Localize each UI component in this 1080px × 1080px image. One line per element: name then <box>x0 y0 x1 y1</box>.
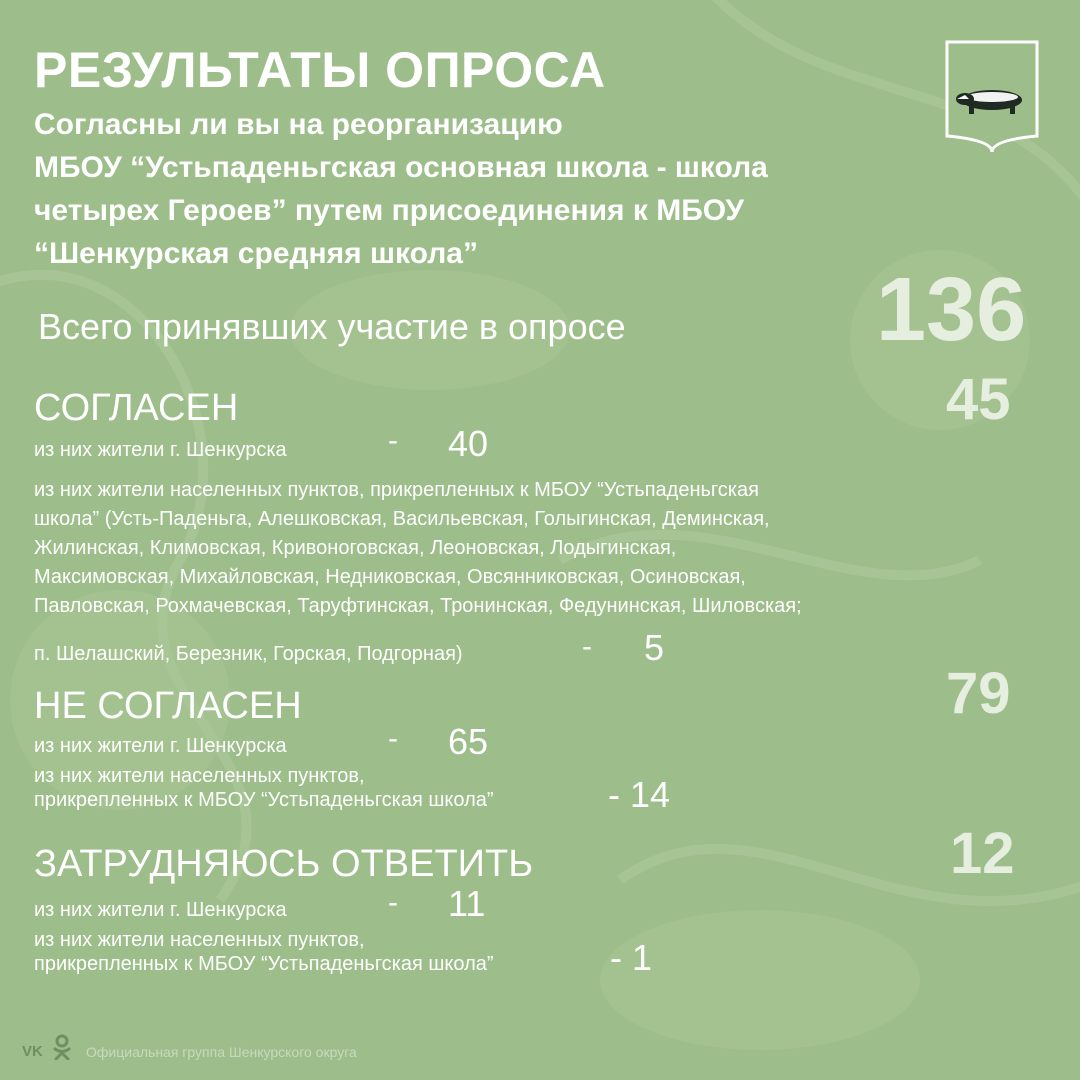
unsure-villages-line1: из них жители населенных пунктов, <box>34 929 365 951</box>
unsure-villages-line2: прикрепленных к МБОУ “Устьпаденьгская школа” <box>34 953 494 975</box>
unsure-city-label: из них жители г. Шенкурска <box>34 899 287 921</box>
unsure-city-dash: - <box>388 886 398 919</box>
coat-of-arms-badger-emblem <box>945 40 1039 154</box>
agree-villages-text <box>34 476 1034 621</box>
agree-city-value: 40 <box>448 423 489 464</box>
villages-line: Жилинская, Климовская, Кривоноговская, Леоновская, Лодыгинская, <box>34 537 677 559</box>
unsure-city-value: 11 <box>448 883 486 924</box>
agree-villages-value: 5 <box>644 627 665 668</box>
unsure-label: ЗАТРУДНЯЮСЬ ОТВЕТИТЬ <box>34 843 534 885</box>
disagree-villages-line1: из них жители населенных пунктов, <box>34 765 365 787</box>
agree-label: СОГЛАСЕН <box>34 387 239 429</box>
agree-villages-dash: - <box>582 630 592 663</box>
vk-icon[interactable]: VK <box>22 1043 43 1060</box>
villages-line: Максимовская, Михайловская, Недниковская, Овсянниковская, Осиновская, <box>34 566 746 588</box>
disagree-villages-line2: прикрепленных к МБОУ “Устьпаденьгская школа” <box>34 789 494 811</box>
agree-city-label: из них жители г. Шенкурска <box>34 439 287 461</box>
villages-line: Павловская, Рохмачевская, Таруфтинская, Тронинская, Федунинская, Шиловская; <box>34 595 802 617</box>
question-line: Согласны ли вы на реорганизацию <box>34 108 563 141</box>
disagree-value: 79 <box>946 661 1011 726</box>
unsure-value: 12 <box>950 821 1015 886</box>
disagree-villages-value: - 14 <box>608 774 671 815</box>
page-title: РЕЗУЛЬТАТЫ ОПРОСА <box>34 42 606 98</box>
villages-line: из них жители населенных пунктов, прикрепленных к МБОУ “Устьпаденьгская <box>34 479 759 501</box>
villages-line: школа” (Усть-Паденьга, Алешковская, Васильевская, Голыгинская, Деминская, <box>34 508 770 530</box>
total-value: 136 <box>876 260 1027 360</box>
question-line: “Шенкурская средняя школа” <box>34 237 478 270</box>
disagree-city-dash: - <box>388 722 398 755</box>
disagree-label: НЕ СОГЛАСЕН <box>34 685 302 727</box>
agree-villages-last-line: п. Шелашский, Березник, Горская, Подгорная) <box>34 643 463 665</box>
disagree-city-value: 65 <box>448 721 489 762</box>
odnoklassniki-icon[interactable] <box>52 1034 72 1060</box>
disagree-city-label: из них жители г. Шенкурска <box>34 735 287 757</box>
agree-value: 45 <box>946 367 1011 432</box>
survey-question <box>34 103 914 275</box>
question-line: МБОУ “Устьпаденьгская основная школа - школа <box>34 151 768 184</box>
question-line: четырех Героев” путем присоединения к МБОУ <box>34 194 745 227</box>
agree-city-dash: - <box>388 424 398 457</box>
unsure-villages-value: - 1 <box>610 937 653 978</box>
total-label: Всего принявших участие в опросе <box>38 306 626 347</box>
footer-text: Официальная группа Шенкурского округа <box>86 1044 357 1060</box>
